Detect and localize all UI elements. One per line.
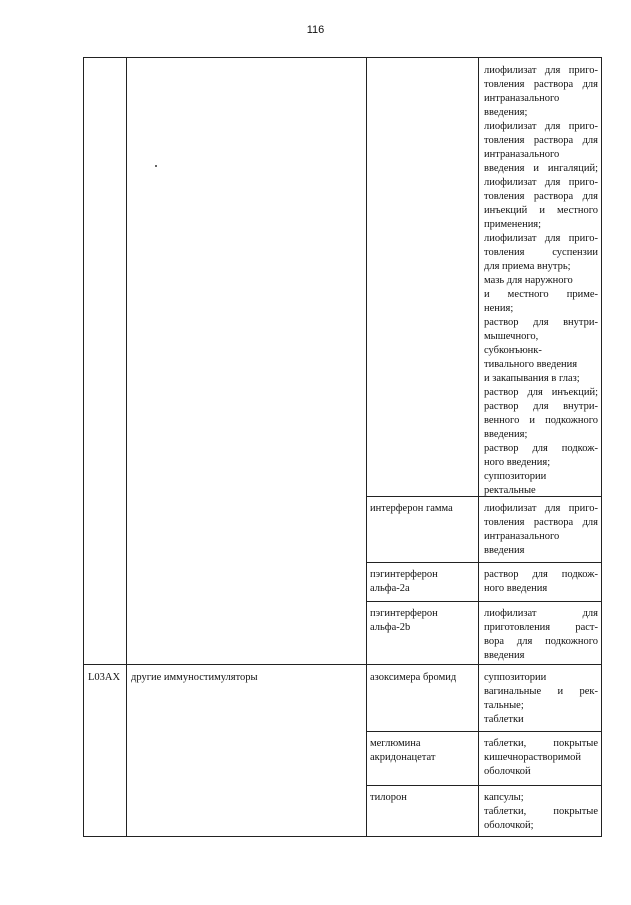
drug-name-line: интерферон гамма (370, 503, 453, 514)
form-line: введения и ингаляций; (484, 163, 598, 174)
form-line: раствор для подкож- (484, 443, 598, 454)
form-line: интраназального (484, 149, 560, 160)
drug-name-cell (370, 607, 474, 635)
form-line: вора для подкожного (484, 636, 598, 647)
form-line: тальные; (484, 700, 524, 711)
drug-name-cell (370, 791, 474, 805)
column-divider (83, 57, 84, 837)
form-line: капсулы; (484, 792, 524, 803)
row-divider (366, 562, 602, 563)
form-line: лиофилизат для приго- (484, 233, 598, 244)
form-line: лиофилизат для приго- (484, 503, 598, 514)
form-line: оболочкой; (484, 820, 534, 831)
form-line: введения (484, 545, 525, 556)
column-divider (126, 57, 127, 837)
drug-name-cell (370, 568, 474, 596)
table-border-bottom (83, 836, 602, 837)
form-line: введения; (484, 429, 528, 440)
form-line: товления раствора для (484, 135, 598, 146)
form-line: лиофилизат для (484, 608, 598, 619)
row-divider (366, 731, 602, 732)
atc-group-name: другие иммуностимуляторы (131, 672, 258, 683)
atc-code-cell (88, 671, 124, 685)
drug-name-line: пэгинтерферон (370, 569, 438, 580)
form-line: и закапывания в глаз; (484, 373, 580, 384)
form-line: раствор для подкож- (484, 569, 598, 580)
form-line: оболочкой (484, 766, 531, 777)
row-divider (366, 785, 602, 786)
form-line: вагинальные и рек- (484, 686, 598, 697)
atc-group-name-cell (131, 671, 361, 685)
form-line: приготовления раст- (484, 622, 598, 633)
form-line: товления раствора для (484, 517, 598, 528)
form-line: лиофилизат для приго- (484, 177, 598, 188)
form-line: субконъюнк- (484, 345, 542, 356)
dosage-forms-cell (484, 64, 598, 498)
form-line: мышечного, (484, 331, 539, 342)
form-line: суппозитории (484, 471, 547, 482)
form-line: нения; (484, 303, 514, 314)
form-line: таблетки (484, 714, 524, 725)
row-divider (83, 664, 602, 665)
dosage-forms-cell (484, 671, 598, 727)
drug-name-cell (370, 502, 474, 516)
column-divider (366, 57, 367, 837)
form-line: введения; (484, 107, 528, 118)
form-line: раствор для инъекций; (484, 387, 598, 398)
form-line: кишечнорастворимой (484, 752, 582, 763)
dosage-forms-cell (484, 502, 598, 558)
drug-name-line: альфа-2b (370, 622, 411, 633)
stray-mark (155, 165, 157, 167)
row-divider (366, 601, 602, 602)
form-line: инъекций и местного (484, 205, 598, 216)
page-number: 116 (306, 24, 325, 36)
form-line: интраназального (484, 531, 560, 542)
form-line: лиофилизат для приго- (484, 121, 598, 132)
form-line: таблетки, покрытые (484, 738, 598, 749)
drug-name-cell (370, 671, 474, 685)
form-line: венного и подкожного (484, 415, 598, 426)
dosage-forms-cell (484, 607, 598, 663)
form-line: суппозитории (484, 672, 547, 683)
column-divider (478, 57, 479, 837)
dosage-forms-cell (484, 737, 598, 779)
form-line: товления раствора для (484, 191, 598, 202)
drug-name-line: меглюмина (370, 738, 421, 749)
form-line: товления суспензии (484, 247, 598, 258)
form-line: ного введения; (484, 457, 551, 468)
form-line: интраназального (484, 93, 560, 104)
table-border-top (83, 57, 602, 58)
form-line: и местного приме- (484, 289, 598, 300)
form-line: лиофилизат для приго- (484, 65, 598, 76)
drug-name-line: азоксимера бромид (370, 672, 457, 683)
form-line: тивального введения (484, 359, 578, 370)
drug-name-line: альфа-2а (370, 583, 410, 594)
drug-name-line: тилорон (370, 792, 407, 803)
drug-name-line: акридонацетат (370, 752, 436, 763)
form-line: ного введения (484, 583, 548, 594)
form-line: введения (484, 650, 525, 661)
form-line: раствор для внутри- (484, 401, 598, 412)
form-line: ректальные (484, 485, 536, 496)
dosage-forms-cell (484, 791, 598, 833)
form-line: товления раствора для (484, 79, 598, 90)
column-divider (601, 57, 602, 837)
form-line: применения; (484, 219, 542, 230)
form-line: для приема внутрь; (484, 261, 571, 272)
atc-code: L03AX (88, 672, 121, 683)
drug-name-cell (370, 737, 474, 765)
form-line: таблетки, покрытые (484, 806, 598, 817)
form-line: мазь для наружного (484, 275, 573, 286)
dosage-forms-cell (484, 568, 598, 596)
drug-name-line: пэгинтерферон (370, 608, 438, 619)
form-line: раствор для внутри- (484, 317, 598, 328)
